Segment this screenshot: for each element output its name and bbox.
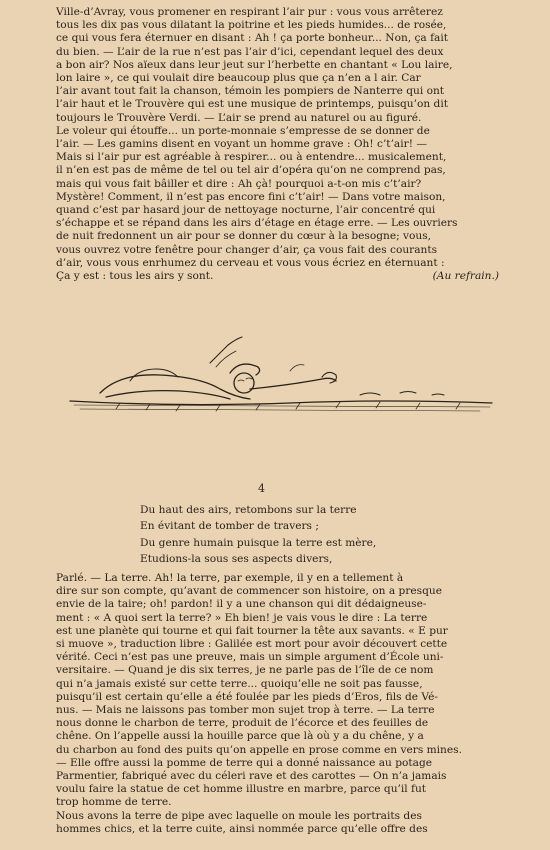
text-line: lon laire », ce qui voulait dire beaucoup plus que ça n’en a l air. Car xyxy=(56,72,421,85)
text-line: il n’en est pas de même de tel ou tel air d’opéra qu’on ne comprend pas, xyxy=(56,164,446,177)
text-line: l’air haut et le Trouvère qui est une musique de printemps, puisqu’on dit xyxy=(56,98,448,111)
text-line: Le voleur qui étouffe... un porte-monnaie s’empresse de se donner de xyxy=(56,124,430,137)
text-line: hommes chics, et la terre cuite, ainsi nommée parce qu’elle offre des xyxy=(56,822,428,835)
text-line: est une planète qui tourne et qui fait tourner la tête aux savants. « E pur xyxy=(56,624,448,637)
text-line: qui n’a jamais existé sur cette terre... quoiqu’elle ne soit pas fausse, xyxy=(56,677,423,690)
text-line: d’air, vous vous enrhumez du cerveau et vous vous écriez en éternuant : xyxy=(56,256,445,269)
vignette-illustration xyxy=(60,333,500,443)
text-line: vous ouvrez votre fenêtre pour changer d’air, ça vous fait des courants xyxy=(56,243,438,256)
text-line: nous donne le charbon de terre, produit de l’écorce et des feuilles de xyxy=(56,717,429,730)
text-line: — Elle offre aussi la pomme de terre qui a donné naissance au potage xyxy=(56,756,433,769)
text-line: du bien. — L’air de la rue n’est pas l’air d’ici, cependant lequel des deux xyxy=(56,45,444,58)
text-line: Parlé. — La terre. Ah! la terre, par exemple, il y en a tellement à xyxy=(56,572,404,584)
text-line: quand c’est par hasard jour de nettoyage nocturne, l’air concentré qui xyxy=(56,204,436,217)
text-line: dire sur son compte, qu’avant de commencer son histoire, on a presque xyxy=(56,585,442,598)
last-line xyxy=(56,270,499,283)
text-line: nus. — Mais ne laissons pas tomber mon sujet trop à terre. — La terre xyxy=(56,704,435,717)
text-line: trop homme de terre. xyxy=(56,796,172,809)
text-line: voulu faire la statue de cet homme illustre en marbre, parce qu’il fut xyxy=(56,783,427,796)
text-line: Nous avons la terre de pipe avec laquelle on moule les portraits des xyxy=(56,809,422,822)
text-line: tous les dix pas vous dilatant la poitrine et les pieds humides... de rosée, xyxy=(56,19,447,32)
text-line: mais qui vous fait bâiller et dire : Ah çà! pourquoi a-t-on mis c’t’air? xyxy=(56,177,422,190)
text-line: s’échappe et se répand dans les airs d’étage en étage erre. — Les ouvriers xyxy=(56,217,458,230)
refrain-note: (Au refrain.) xyxy=(432,270,499,283)
closing-text: Ça y est : tous les airs y sont. xyxy=(56,270,214,283)
verse-line: Du genre humain puisque la terre est mère, xyxy=(140,536,377,549)
text-line: puisqu’il est certain qu’elle a été foulée par les pieds d’Eros, fils de Vé- xyxy=(56,690,438,703)
verse-stanza xyxy=(140,502,450,567)
text-line: ce qui vous fera éternuer en disant : Ah ! ça porte bonheur... Non, ça fait xyxy=(56,32,448,45)
text-line: ment : « A quoi sert la terre? » Eh bien! je vais vous le dire : La terre xyxy=(56,611,428,624)
text-line: envie de la taire; oh! pardon! il y a une chanson qui dit dédaigneuse- xyxy=(56,598,427,611)
verse-line: En évitant de tomber de travers ; xyxy=(140,520,319,533)
text-line: Parmentier, fabriqué avec du céleri rave et des carottes — On n’a jamais xyxy=(56,770,447,783)
verse-line: Etudions-la sous ses aspects divers, xyxy=(140,552,333,565)
text-line: l’air. — Les gamins disent en voyant un homme grave : Oh! c’t’air! — xyxy=(56,138,427,151)
text-line: si muove », traduction libre : Galilée est mort pour avoir découvert cette xyxy=(56,638,448,651)
section-number: 4 xyxy=(258,482,265,495)
text-line: Mystère! Comment, il n’est pas encore fini c’t’air! — Dans votre maison, xyxy=(56,190,446,203)
text-line: versitaire. — Quand je dis six terres, je ne parle pas de l’île de ce nom xyxy=(56,664,434,677)
text-line: a bon air? Nos aïeux dans leur jeut sur l’herbette en chantant « Lou laire, xyxy=(56,58,453,71)
text-line: l’air avant tout fait la chanson, témoin les pompiers de Nanterre qui ont xyxy=(56,85,445,98)
text-line: toujours le Trouvère Verdi. — L’air se prend au naturel ou au figuré. xyxy=(56,111,422,124)
bottom-paragraph xyxy=(56,572,499,836)
text-line: Ville-d’Avray, vous promener en respirant l’air pur : vous vous arrêterez xyxy=(56,6,443,18)
verse-line: Du haut des airs, retombons sur la terre xyxy=(140,504,357,516)
text-line: Mais si l’air pur est agréable à respirer... ou à entendre... musicalement, xyxy=(56,151,447,164)
text-line: de nuit fredonnent un air pour se donner du cœur à la besogne; vous, xyxy=(56,230,432,243)
text-line: du charbon au fond des puits qu’on appelle en prose comme en vers mines. xyxy=(56,743,462,756)
top-paragraph xyxy=(56,6,499,283)
text-line: chêne. On l’appelle aussi la houille parce que là où y a du chêne, y a xyxy=(56,730,424,743)
text-line: vérité. Ceci n’est pas une preuve, mais un simple argument d’École uni- xyxy=(56,651,444,664)
